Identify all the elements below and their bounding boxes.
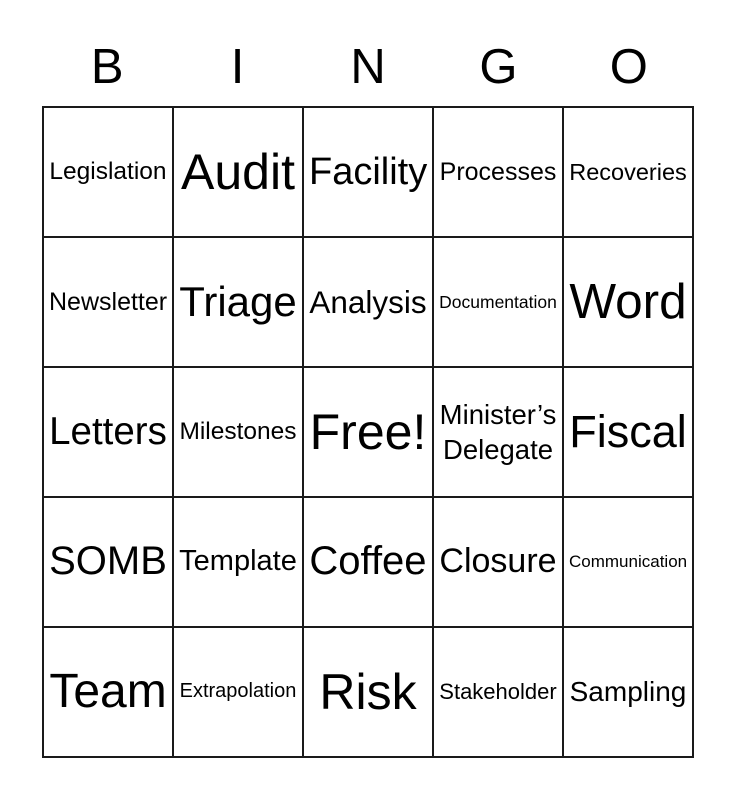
cell-label: Documentation — [439, 291, 557, 312]
title-letter-n: N — [350, 40, 386, 94]
bingo-cell-r1c2[interactable] — [173, 107, 303, 237]
cell-label: Sampling — [569, 676, 687, 708]
bingo-cell-r1c3[interactable] — [303, 107, 433, 237]
bingo-cell-r5c1[interactable] — [43, 627, 173, 757]
cell-label: SOMB — [49, 539, 167, 584]
bingo-cell-r5c2[interactable] — [173, 627, 303, 757]
cell-label: Minister’s Delegate — [439, 398, 557, 465]
bingo-cell-r2c3[interactable] — [303, 237, 433, 367]
bingo-cell-r3c2[interactable] — [173, 367, 303, 497]
bingo-cell-r3c1[interactable] — [43, 367, 173, 497]
cell-label: Fiscal — [569, 406, 687, 458]
bingo-cell-r2c1[interactable] — [43, 237, 173, 367]
cell-label: Recoveries — [569, 158, 687, 185]
bingo-cell-r1c1[interactable] — [43, 107, 173, 237]
bingo-cell-r5c4[interactable] — [433, 627, 563, 757]
bingo-cell-r2c4[interactable] — [433, 237, 563, 367]
cell-label: Free! — [309, 404, 427, 460]
title-letter-o: O — [609, 40, 648, 94]
title-letter-i: I — [230, 40, 245, 94]
cell-label: Legislation — [49, 158, 167, 186]
cell-label: Newsletter — [49, 288, 168, 316]
bingo-cell-r4c5[interactable] — [563, 497, 693, 627]
bingo-title — [42, 40, 694, 94]
cell-label: Template — [179, 545, 297, 578]
cell-label: Facility — [309, 150, 428, 193]
cell-label: Stakeholder — [439, 678, 557, 704]
bingo-cell-r3c4[interactable] — [433, 367, 563, 497]
cell-label: Letters — [49, 410, 167, 454]
title-letter-b: B — [90, 40, 124, 94]
cell-label: Analysis — [309, 283, 427, 320]
cell-label: Coffee — [309, 539, 427, 584]
cell-label: Processes — [439, 158, 557, 186]
cell-label: Risk — [319, 664, 417, 720]
bingo-cell-r2c5[interactable] — [563, 237, 693, 367]
bingo-cell-r2c2[interactable] — [173, 237, 303, 367]
cell-label: Audit — [181, 144, 295, 200]
bingo-grid — [42, 106, 694, 758]
title-letter-g: G — [479, 40, 518, 94]
cell-label: Extrapolation — [179, 680, 297, 703]
bingo-cell-r3c5[interactable] — [563, 367, 693, 497]
cell-label: Word — [569, 274, 687, 330]
bingo-cell-r5c5[interactable] — [563, 627, 693, 757]
cell-label: Closure — [439, 542, 557, 581]
bingo-cell-r5c3[interactable] — [303, 627, 433, 757]
bingo-cell-r4c1[interactable] — [43, 497, 173, 627]
bingo-cell-r4c4[interactable] — [433, 497, 563, 627]
cell-label: Team — [49, 665, 167, 719]
bingo-cell-r3c3-free[interactable] — [303, 367, 433, 497]
bingo-cell-r4c3[interactable] — [303, 497, 433, 627]
bingo-cell-r1c4[interactable] — [433, 107, 563, 237]
bingo-cell-r4c2[interactable] — [173, 497, 303, 627]
cell-label: Triage — [179, 278, 297, 326]
cell-label: Milestones — [179, 418, 297, 446]
cell-label: Communication — [569, 552, 688, 572]
bingo-cell-r1c5[interactable] — [563, 107, 693, 237]
